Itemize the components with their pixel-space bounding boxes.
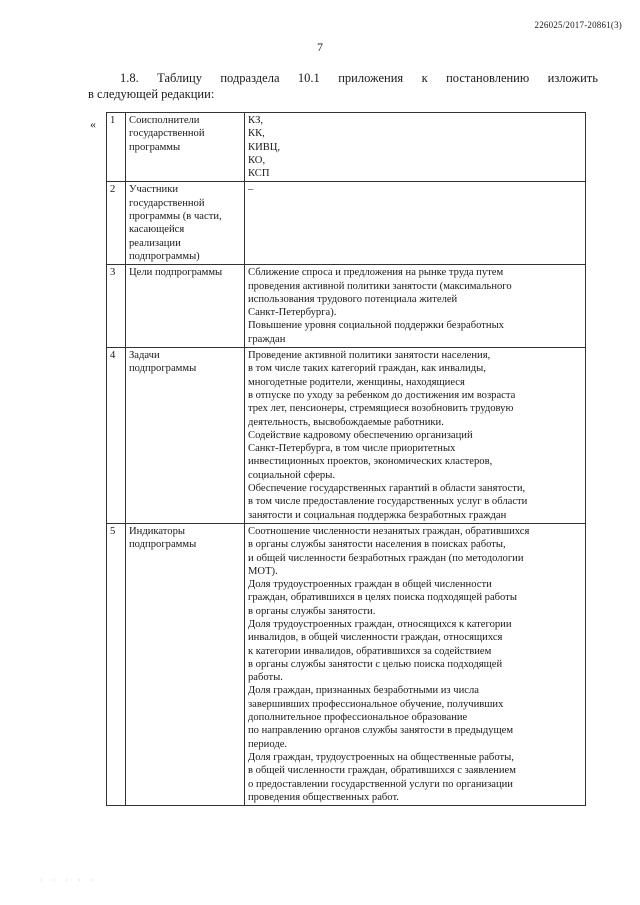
row-value-line: Повышение уровня социальной поддержки безработных <box>248 320 504 332</box>
row-value-line: и общей численности безработных граждан (по методологии <box>248 552 524 564</box>
row-value-cell <box>245 182 586 265</box>
row-value-line: граждан, обратившихся в целях поиска подходящей работы <box>248 592 517 604</box>
scan-artifacts: · · · · · <box>40 876 98 885</box>
intro-word: изложить <box>547 71 598 85</box>
row-value-line: – <box>248 184 254 196</box>
row-name-line: Цели подпрограммы <box>129 267 223 279</box>
row-value-line: Сближение спроса и предложения на рынке труда путем <box>248 267 504 279</box>
row-value-line: в органы службы занятости с целью поиска подходящей <box>248 658 503 670</box>
row-name-line: Участники <box>129 184 179 196</box>
row-value-line: Соотношение численности незанятых граждан, обратившихся <box>248 525 530 537</box>
table-row <box>107 265 586 348</box>
row-value-line: проведения активной политики занятости (максимального <box>248 280 512 292</box>
row-name-line: реализации <box>129 237 181 249</box>
row-value-line: инвалидов, в общей численности граждан, относящихся <box>248 632 503 644</box>
row-value-line: КО, <box>248 154 266 166</box>
row-number: 1 <box>107 113 126 182</box>
row-value-line: завершивших профессиональное обучение, получивших <box>248 698 504 710</box>
row-value-line: работы. <box>248 672 283 684</box>
row-value-cell <box>245 523 586 805</box>
row-value-line: граждан <box>248 333 286 345</box>
row-value-line: Проведение активной политики занятости населения, <box>248 350 491 362</box>
row-value-line: занятости и социальная поддержка безработных граждан <box>248 509 507 521</box>
row-value-line: Доля трудоустроенных граждан, относящихся к категории <box>248 618 512 630</box>
row-value-line: в органы службы занятости населения в поисках работы, <box>248 539 506 551</box>
row-value-line: многодетные родители, женщины, находящиеся <box>248 376 465 388</box>
row-name-line: программы <box>129 141 181 153</box>
row-name-line: Индикаторы <box>129 525 185 537</box>
intro-word: приложения <box>338 71 404 85</box>
row-name-line: государственной <box>129 197 205 209</box>
row-name-line: касающейся <box>129 224 185 236</box>
table-row <box>107 113 586 182</box>
row-name-cell <box>126 265 245 348</box>
row-value-line: КК, <box>248 128 265 140</box>
intro-word: к <box>421 71 428 85</box>
row-value-cell <box>245 113 586 182</box>
table-row <box>107 182 586 265</box>
row-value-cell <box>245 348 586 524</box>
row-value-line: в том числе предоставление государственных услуг в области <box>248 496 528 508</box>
row-name-line: подпрограммы <box>129 539 197 551</box>
row-name-line: государственной <box>129 128 205 140</box>
row-name-line: Соисполнители <box>129 115 200 126</box>
opening-quote: « <box>90 117 96 131</box>
intro-paragraph <box>88 70 598 102</box>
row-value-line: Санкт-Петербурга). <box>248 307 337 319</box>
row-value-line: периоде. <box>248 738 288 750</box>
document-id: 226025/2017-20861(3) <box>534 20 622 30</box>
row-value-line: трех лет, пенсионеры, стремящиеся возобновить трудовую <box>248 403 514 415</box>
row-value-cell <box>245 265 586 348</box>
row-value-line: МОТ). <box>248 565 278 577</box>
row-value-line: о предоставлении государственной услуги по организации <box>248 778 513 790</box>
row-name-cell <box>126 523 245 805</box>
row-value-line: Санкт-Петербурга, в том числе приоритетных <box>248 443 456 455</box>
row-number: 3 <box>107 265 126 348</box>
intro-line-1 <box>88 70 598 86</box>
row-value-line: по направлению органов службы занятости в предыдущем <box>248 725 514 737</box>
row-value-line: Доля граждан, признанных безработными из числа <box>248 685 479 697</box>
intro-word: Таблицу <box>157 71 202 85</box>
row-value-line: КИВЦ, <box>248 141 281 153</box>
row-value-line: проведения общественных работ. <box>248 791 399 803</box>
row-name-line: программы (в части, <box>129 211 222 223</box>
row-value-line: Содействие кадровому обеспечению организаций <box>248 429 473 441</box>
row-name-cell <box>126 182 245 265</box>
row-value-line: деятельность, высвобождаемые работники. <box>248 416 444 428</box>
row-value-line: Доля граждан, трудоустроенных на общественные работы, <box>248 751 514 763</box>
row-value-line: к категории инвалидов, обратившихся за содействием <box>248 645 492 657</box>
row-value-line: в отпуске по уходу за ребенком до достижения им возраста <box>248 389 516 401</box>
intro-line-2: в следующей редакции: <box>88 87 215 101</box>
row-value-line: использования трудового потенциала жителей <box>248 293 458 305</box>
intro-word: подраздела <box>220 71 280 85</box>
intro-word: 10.1 <box>297 71 320 85</box>
row-value-line: в общей численности граждан, обратившихся с заявлением <box>248 765 516 777</box>
row-name-line: подпрограммы) <box>129 250 200 262</box>
program-table <box>106 112 586 806</box>
page-number: 7 <box>317 40 323 54</box>
intro-word: постановлению <box>446 71 530 85</box>
row-number: 5 <box>107 523 126 805</box>
row-name-cell <box>126 113 245 182</box>
row-value-line: социальной сферы. <box>248 469 335 481</box>
row-number: 2 <box>107 182 126 265</box>
row-value-line: дополнительное профессиональное образование <box>248 712 468 724</box>
row-value-line: КЗ, <box>248 115 264 126</box>
intro-item-number: 1.8. <box>120 71 139 85</box>
row-value-line: Обеспечение государственных гарантий в области занятости, <box>248 483 526 495</box>
row-name-line: подпрограммы <box>129 363 197 375</box>
row-number: 4 <box>107 348 126 524</box>
row-value-line: КСП <box>248 168 270 180</box>
row-name-cell <box>126 348 245 524</box>
row-value-line: инвестиционных проектов, экономических кластеров, <box>248 456 493 468</box>
row-value-line: Доля трудоустроенных граждан в общей численности <box>248 579 492 591</box>
table-row <box>107 523 586 805</box>
row-value-line: в органы службы занятости. <box>248 605 376 617</box>
row-name-line: Задачи <box>129 350 160 362</box>
table-row <box>107 348 586 524</box>
row-value-line: в том числе таких категорий граждан, как инвалиды, <box>248 363 486 375</box>
